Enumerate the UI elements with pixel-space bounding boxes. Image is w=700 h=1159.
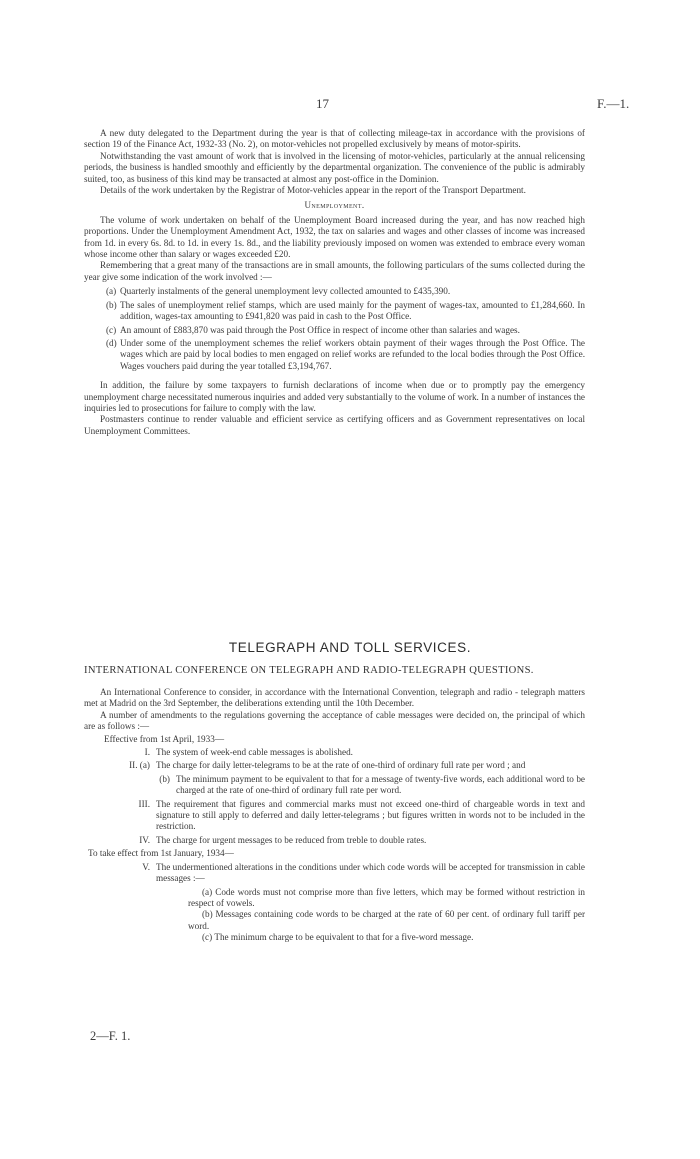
list-item bbox=[84, 338, 585, 372]
regulation-item bbox=[84, 835, 585, 846]
code-word-rule-a: (a) Code words must not comprise more than five letters, which may be formed without restriction in respect of vowels. bbox=[188, 886, 585, 908]
item-text: The sales of unemployment relief stamps, which are used mainly for the payment of wages-tax, amounted to £1,284,660. In addition, wages-tax amounting to £941,820 was paid in cash to the Post Office. bbox=[120, 299, 585, 322]
telegraph-section bbox=[84, 687, 585, 944]
regulation-text: The minimum payment to be equivalent to that for a message of twenty-five words, each additional word to be charged at the rate of one-third of ordinary full rate per word. bbox=[176, 773, 585, 796]
paragraph-motor-licensing: Notwithstanding the vast amount of work that is involved in the licensing of motor-vehicles, particularly at the annual relicensing periods, the business is handled smoothly and efficiently by the departmental organization. The convenience of the public is admirably suited, too, as business of this kind may be transacted at almost any post-office in the Dominion. bbox=[84, 150, 585, 184]
section-heading-unemployment: Unemployment. bbox=[304, 200, 365, 211]
item-label: (c) bbox=[106, 324, 117, 335]
code-word-rule-c: (c) The minimum charge to be equivalent to that for a five-word message. bbox=[202, 932, 474, 943]
paragraph-conference: An International Conference to consider, in accordance with the International Convention, telegraph and radio - telegraph matters met at Madrid on the 3rd September, the deliberations extending until the 10th December. bbox=[84, 687, 585, 709]
top-section bbox=[84, 128, 585, 437]
item-text: Quarterly instalments of the general unemployment levy collected amounted to £435,390. bbox=[120, 286, 451, 297]
paragraph-transport-report: Details of the work undertaken by the Registrar of Motor-vehicles appear in the report of the Transport Department. bbox=[100, 185, 526, 196]
regulation-item bbox=[84, 799, 585, 833]
list-item bbox=[84, 300, 585, 323]
regulation-label: III. bbox=[138, 798, 150, 809]
paragraph-unemployment-particulars: Remembering that a great many of the transactions are in small amounts, the following particulars of the sums collected during the year give some indication of the work involved :— bbox=[84, 260, 585, 282]
regulation-label: II. (a) bbox=[129, 760, 150, 771]
regulation-item bbox=[84, 774, 585, 797]
regulation-label: IV. bbox=[139, 834, 150, 845]
section-heading-telegraph: TELEGRAPH AND TOLL SERVICES. bbox=[228, 640, 472, 655]
list-item bbox=[84, 325, 585, 336]
regulation-item bbox=[84, 760, 585, 771]
regulation-label: I. bbox=[144, 747, 150, 758]
list-item bbox=[84, 286, 585, 297]
regulation-item bbox=[84, 747, 585, 758]
item-text: Under some of the unemployment schemes the relief workers obtain payment of their wages through the Post Office. The wages which are paid by local bodies to men engaged on relief works are refunded to the local bodies through the Post Office. Wages vouchers paid during the year totalled £3,194,767. bbox=[120, 337, 585, 371]
subheading-conference: INTERNATIONAL CONFERENCE ON TELEGRAPH AND RADIO-TELEGRAPH QUESTIONS. bbox=[84, 665, 534, 676]
signature-mark: 2—F. 1. bbox=[90, 1029, 131, 1043]
paragraph-unemployment-volume: The volume of work undertaken on behalf of the Unemployment Board increased during the year, and has now reached high proportions. Under the Unemployment Amendment Act, 1932, the tax on salaries and wages and other classes of income was increased from 1d. in every 6s. 8d. to 1d. in every 1s. 8d., and the liability previously imposed on women was extended to embrace every woman whose income other than salary or wages exceeded £20. bbox=[84, 214, 585, 260]
regulation-item bbox=[84, 862, 585, 885]
page-reference: F.—1. bbox=[597, 96, 630, 111]
code-word-rule-b: (b) Messages containing code words to be charged at the rate of 60 per cent. of ordinary full tariff per word. bbox=[188, 909, 585, 931]
item-label: (d) bbox=[106, 337, 117, 348]
effective-date-1933: Effective from 1st April, 1933— bbox=[104, 733, 225, 744]
paragraph-postmasters: Postmasters continue to render valuable and efficient service as certifying officers and as Government representatives on local Unemployment Committees. bbox=[84, 414, 585, 436]
regulation-label: V. bbox=[142, 861, 150, 872]
regulation-text: The undermentioned alterations in the conditions under which code words will be accepted for transmission in cable messages :— bbox=[156, 861, 585, 884]
paragraph-inquiries: In addition, the failure by some taxpayers to furnish declarations of income when due or to promptly pay the emergency unemployment charge necessitated numerous inquiries and added very substantially to the volume of work. In a number of instances the inquiries led to prosecutions for failure to comply with the law. bbox=[84, 380, 585, 413]
paragraph-mileage-tax: A new duty delegated to the Department during the year is that of collecting mileage-tax in accordance with the provisions of section 19 of the Finance Act, 1932-33 (No. 2), on motor-vehicles not propelled exclusively by means of motor-spirits. bbox=[84, 128, 585, 150]
regulation-text: The system of week-end cable messages is abolished. bbox=[156, 747, 353, 758]
regulation-text: The requirement that figures and commercial marks must not exceed one-third of chargeable words in text and signature to still apply to deferred and daily letter-telegrams ; but figures written in words not to be included in the restriction. bbox=[156, 798, 585, 832]
regulation-text: The charge for daily letter-telegrams to be at the rate of one-third of ordinary full rate per word ; and bbox=[156, 760, 526, 771]
effective-date-1934: To take effect from 1st January, 1934— bbox=[88, 848, 234, 859]
regulation-text: The charge for urgent messages to be reduced from treble to double rates. bbox=[156, 834, 427, 845]
regulation-label: (b) bbox=[159, 773, 170, 784]
item-label: (b) bbox=[106, 299, 117, 310]
item-text: An amount of £883,870 was paid through the Post Office in respect of income other than salaries and wages. bbox=[120, 324, 520, 335]
item-label: (a) bbox=[106, 286, 117, 297]
page-number: 17 bbox=[316, 96, 329, 111]
paragraph-amendments: A number of amendments to the regulations governing the acceptance of cable messages were decided on, the principal of which are as follows :— bbox=[84, 709, 585, 732]
